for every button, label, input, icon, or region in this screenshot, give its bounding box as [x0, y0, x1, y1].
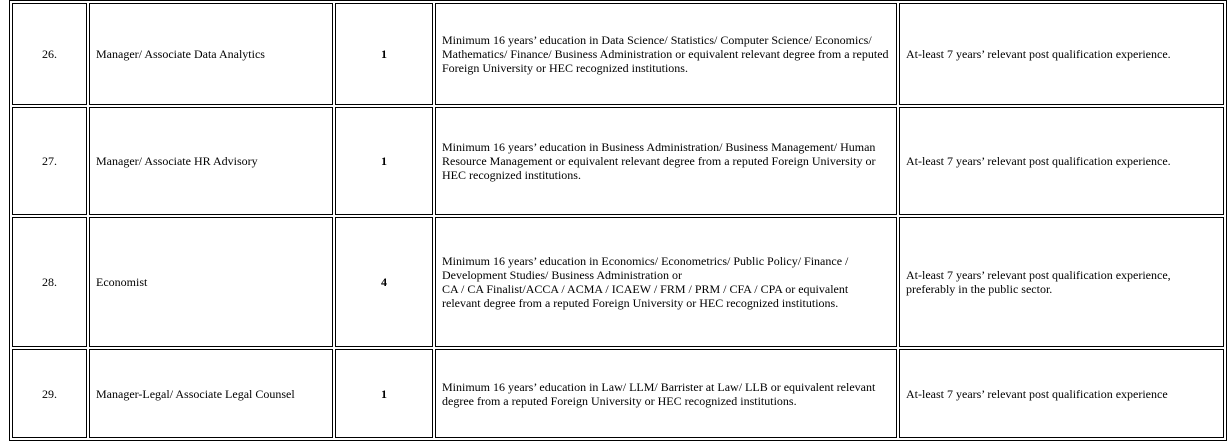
- position-title: Manager/ Associate HR Advisory: [89, 107, 333, 215]
- table-row: [12, 107, 1224, 215]
- education-line: Resource Management or equivalent relevant degree from a reputed Foreign University or: [442, 154, 876, 168]
- education-line: Mathematics/ Finance/ Business Administration or equivalent relevant degree from a reputed: [442, 47, 889, 61]
- position-count: 4: [335, 217, 433, 347]
- table-row: [12, 349, 1224, 438]
- education-requirement: [435, 349, 897, 438]
- experience-line: preferably in the public sector.: [906, 282, 1053, 296]
- education-line: degree from a reputed Foreign University or HEC recognized institutions.: [442, 393, 797, 408]
- education-line: Minimum 16 years’ education in Economics/ Econometrics/ Public Policy/ Finance /: [442, 254, 849, 268]
- education-requirement: [435, 217, 897, 347]
- education-requirement: [435, 107, 897, 215]
- experience-line: At-least 7 years’ relevant post qualification experience.: [906, 47, 1171, 61]
- table-row: [12, 217, 1224, 347]
- experience-requirement: [899, 217, 1224, 347]
- position-title: Manager/ Associate Data Analytics: [89, 3, 333, 105]
- experience-requirement: [899, 107, 1224, 215]
- position-count: 1: [335, 3, 433, 105]
- education-line: relevant degree from a reputed Foreign University or HEC recognized institutions.: [442, 296, 839, 310]
- serial-number: 26.: [12, 3, 87, 105]
- experience-line: At-least 7 years’ relevant post qualification experience.: [906, 154, 1171, 168]
- serial-number: 27.: [12, 107, 87, 215]
- serial-number: 28.: [12, 217, 87, 347]
- education-line: Development Studies/ Business Administration or: [442, 268, 682, 282]
- position-count: 1: [335, 349, 433, 438]
- experience-line: At-least 7 years’ relevant post qualification experience: [906, 386, 1168, 401]
- experience-requirement: [899, 3, 1224, 105]
- education-line: Minimum 16 years’ education in Data Science/ Statistics/ Computer Science/ Economics/: [442, 33, 872, 47]
- position-count: 1: [335, 107, 433, 215]
- position-title: Manager-Legal/ Associate Legal Counsel: [89, 349, 333, 438]
- positions-table: [9, 0, 1227, 441]
- education-line: Minimum 16 years’ education in Business Administration/ Business Management/ Human: [442, 140, 876, 154]
- experience-line: At-least 7 years’ relevant post qualification experience,: [906, 268, 1171, 282]
- education-line: Foreign University or HEC recognized institutions.: [442, 61, 688, 75]
- experience-requirement: [899, 349, 1224, 438]
- education-line: CA / CA Finalist/ACCA / ACMA / ICAEW / FRM / PRM / CFA / CPA or equivalent: [442, 282, 849, 296]
- table-row: [12, 3, 1224, 105]
- education-line: Minimum 16 years’ education in Law/ LLM/ Barrister at Law/ LLB or equivalent relevant: [442, 379, 876, 394]
- education-line: HEC recognized institutions.: [442, 168, 581, 182]
- position-title: Economist: [89, 217, 333, 347]
- education-requirement: [435, 3, 897, 105]
- serial-number: 29.: [12, 349, 87, 438]
